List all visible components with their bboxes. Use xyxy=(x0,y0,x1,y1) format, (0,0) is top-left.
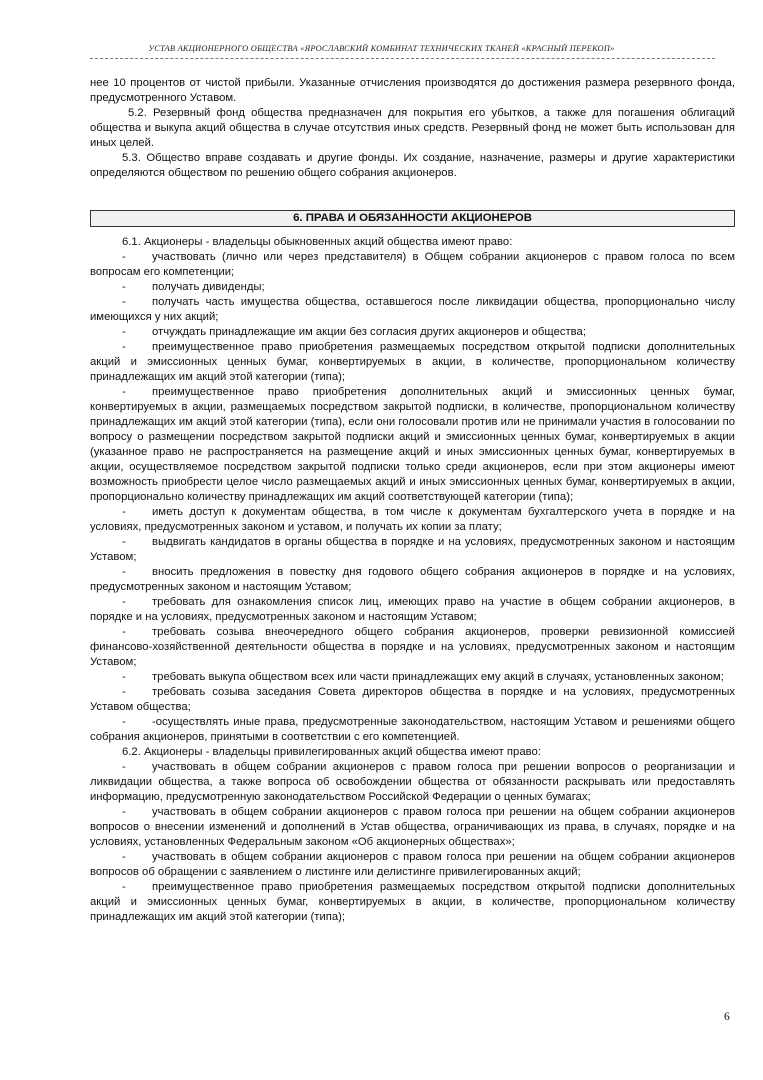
paragraph-5-2: 5.2. Резервный фонд общества предназначен для покрытия его убытков, а также для погашения облигаций общества и выкупа акций общества в случае отсутствия иных средств. Резервный фонд не может быть использован для иных целей. xyxy=(90,107,735,149)
list-dash: - xyxy=(122,326,126,338)
list-item-text: участвовать в общем собрании акционеров с правом голоса при решении на общем собрании акционеров вопросов о внесении изменений и дополнений в Устав общества, ограничивающих из права, в случаях, порядке и на условиях, установленных Федеральным законом «Об акционерных обществах»; xyxy=(90,806,735,848)
list-item-text: вносить предложения в повестку дня годового общего собрания акционеров в порядке и на условиях, предусмотренных законом и настоящим Уставом; xyxy=(90,566,735,593)
list-item xyxy=(90,805,735,850)
list-item-text: требовать выкупа обществом всех или части принадлежащих ему акций в случаях, установленных законом; xyxy=(152,671,724,683)
list-item-text: требовать созыва заседания Совета директоров общества в порядке и на условиях, предусмотренных Уставом общества; xyxy=(90,686,735,713)
paragraph-5-3: 5.3. Общество вправе создавать и другие фонды. Их создание, назначение, размеры и другие характеристики определяются обществом по решению общего собрания акционеров. xyxy=(90,152,735,179)
list-dash: - xyxy=(122,386,126,398)
list-dash: - xyxy=(122,296,126,308)
list-item-text: участвовать (лично или через представителя) в Общем собрании акционеров с правом голоса по всем вопросам его компетенции; xyxy=(90,251,735,278)
list-dash: - xyxy=(122,536,126,548)
list-dash: - xyxy=(122,761,126,773)
running-header: УСТАВ АКЦИОНЕРНОГО ОБЩЕСТВА «ЯРОСЛАВСКИЙ КОМБИНАТ ТЕХНИЧЕСКИХ ТКАНЕЙ «КРАСНЫЙ ПЕРЕКОП» xyxy=(148,44,615,53)
list-dash: - xyxy=(122,851,126,863)
list-item-text: участвовать в общем собрании акционеров с правом голоса при решении вопросов о реорганизации и ликвидации общества, а также вопроса об освобождении общества от обязанности раскрывать или предоставлять информацию, предусмотренную законодательством Российской Федерации о ценных бумагах; xyxy=(90,761,735,803)
list-dash: - xyxy=(122,251,126,263)
paragraph-5-1-continuation: нее 10 процентов от чистой прибыли. Указанные отчисления производятся до достижения размера резервного фонда, предусмотренного Уставом. xyxy=(90,77,735,104)
list-item xyxy=(90,505,735,535)
list-item xyxy=(90,565,735,595)
list-dash: - xyxy=(122,626,126,638)
list-item xyxy=(90,595,735,625)
list-item xyxy=(90,850,735,880)
list-item xyxy=(90,625,735,670)
list-dash: - xyxy=(122,716,126,728)
list-item xyxy=(90,670,735,685)
paragraph-6-1-title: 6.1. Акционеры - владельцы обыкновенных акций общества имеют право: xyxy=(122,236,513,248)
list-item xyxy=(90,535,735,565)
list-item xyxy=(90,325,735,340)
list-dash: - xyxy=(122,566,126,578)
list-item xyxy=(90,295,735,325)
list-dash: - xyxy=(122,806,126,818)
page-content xyxy=(90,76,735,925)
list-item xyxy=(90,385,735,505)
list-dash: - xyxy=(122,341,126,353)
list-dash: - xyxy=(122,881,126,893)
list-item xyxy=(90,880,735,925)
list-dash: - xyxy=(122,281,126,293)
list-item xyxy=(90,250,735,280)
header-rule xyxy=(90,58,715,59)
list-item xyxy=(90,715,735,745)
list-item-text: преимущественное право приобретения размещаемых посредством открытой подписки дополнительных акций и эмиссионных ценных бумаг, конвертируемых в акции, в количестве, пропорциональном количеству принадлежащих им акций этой категории (типа); xyxy=(90,881,735,923)
list-item-text: отчуждать принадлежащие им акции без согласия других акционеров и общества; xyxy=(152,326,586,338)
list-item-text: выдвигать кандидатов в органы общества в порядке и на условиях, предусмотренных законом и настоящим Уставом; xyxy=(90,536,735,563)
list-dash: - xyxy=(122,596,126,608)
paragraph-6-2-title: 6.2. Акционеры - владельцы привилегированных акций общества имеют право: xyxy=(122,746,541,758)
list-dash: - xyxy=(122,506,126,518)
list-item-text: преимущественное право приобретения дополнительных акций и эмиссионных ценных бумаг, конвертируемых в акции, размещаемых посредством закрытой подписки, в количестве, пропорциональном количеству принадлежащих им акций этой категории (типа), если они голосовали против или не принимали участия в голосовании по вопросу о размещении посредством закрытой подписки акций и эмиссионных ценных бумаг, конвертируемых в акции (указанное право не распространяется на размещение акций и иных эмиссионных ценных бумаг, конвертируемых в акции, осуществляемое посредством закрытой подписки только среди акционеров, если при этом акционеры имеют возможность приобрести целое число размещаемых акций и иных эмиссионных ценных бумаг, конвертируемых в акции, пропорционально количеству принадлежащих им акций соответствующей категории (типа); xyxy=(90,386,735,503)
list-item-text: требовать созыва внеочередного общего собрания акционеров, проверки ревизионной комиссией финансово-хозяйственной деятельности общества в порядке и на условиях, предусмотренных законом и настоящим Уставом; xyxy=(90,626,735,668)
list-item xyxy=(90,340,735,385)
section-heading: 6. ПРАВА И ОБЯЗАННОСТИ АКЦИОНЕРОВ xyxy=(90,210,735,227)
list-item-text: участвовать в общем собрании акционеров с правом голоса при решении на общем собрании акционеров вопросов об обращении с заявлением о листинге или делистинге привилегированных акций; xyxy=(90,851,735,878)
list-item-text: получать дивиденды; xyxy=(152,281,265,293)
list-item xyxy=(90,280,735,295)
list-dash: - xyxy=(122,686,126,698)
list-item-text: -осуществлять иные права, предусмотренные законодательством, настоящим Уставом и решениями общего собрания акционеров, принятыми в соответствии с его компетенцией. xyxy=(90,716,735,743)
list-item-text: иметь доступ к документам общества, в том числе к документам бухгалтерского учета в порядке и на условиях, предусмотренных законом и уставом, и получать их копии за плату; xyxy=(90,506,735,533)
list-item xyxy=(90,760,735,805)
list-item-text: получать часть имущества общества, оставшегося после ликвидации общества, пропорционально числу имеющихся у них акций; xyxy=(90,296,735,323)
list-dash: - xyxy=(122,671,126,683)
list-item xyxy=(90,685,735,715)
list-item-text: преимущественное право приобретения размещаемых посредством открытой подписки дополнительных акций и эмиссионных ценных бумаг, конвертируемых в акции, в количестве, пропорциональном количеству принадлежащих им акций этой категории (типа); xyxy=(90,341,735,383)
page-number: 6 xyxy=(724,1011,730,1023)
list-item-text: требовать для ознакомления список лиц, имеющих право на участие в общем собрании акционеров, в порядке и на условиях, предусмотренных законом и настоящим Уставом; xyxy=(90,596,735,623)
